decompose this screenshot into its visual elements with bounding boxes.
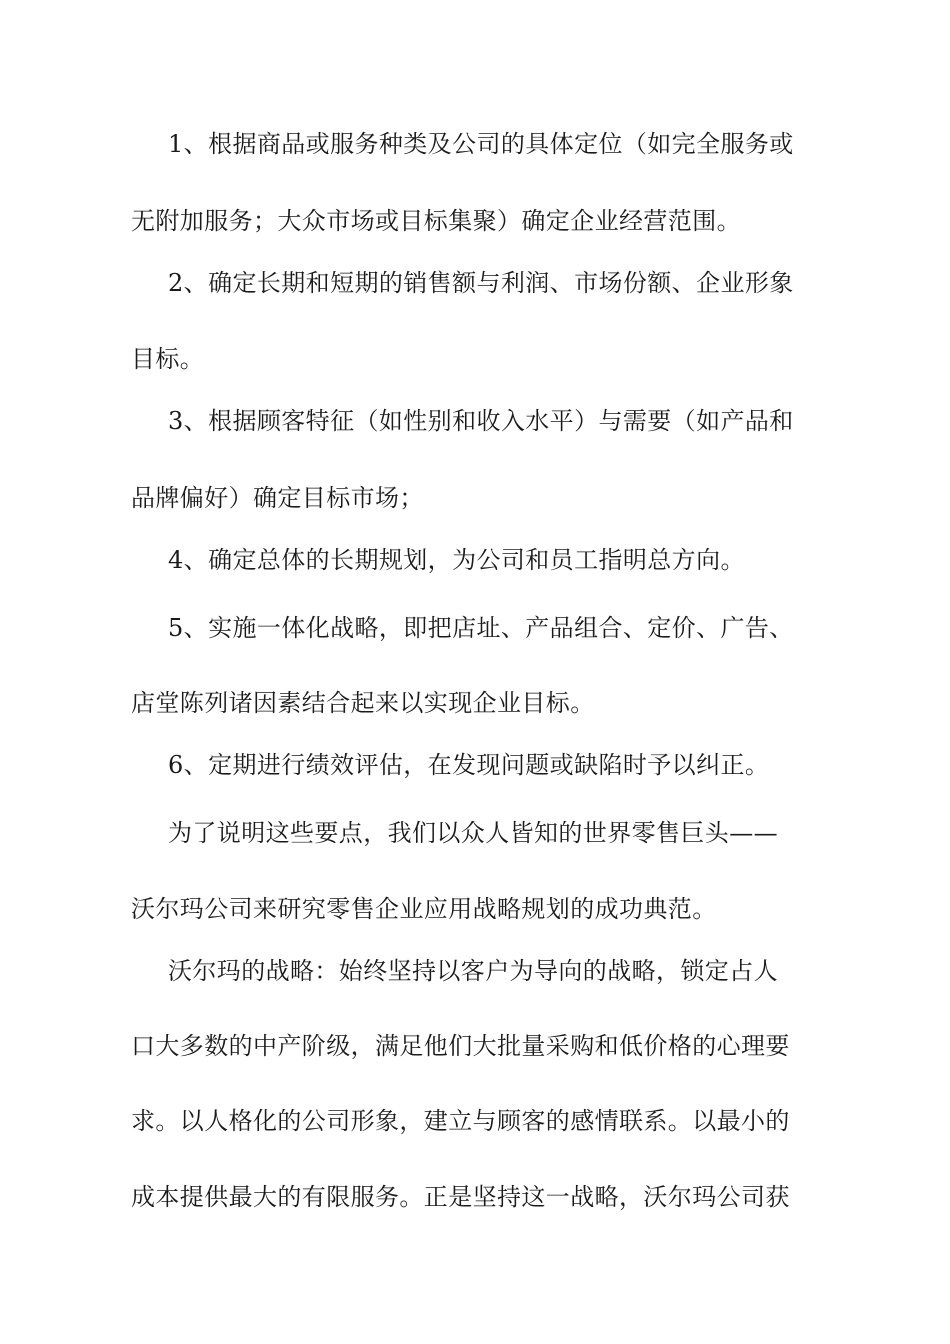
text-line-intro-a: 为了说明这些要点，我们以众人皆知的世界零售巨头——: [168, 819, 778, 847]
text-line-item-3a: 3、根据顾客特征（如性别和收入水平）与需要（如产品和: [168, 407, 794, 435]
text-line-item-5a: 5、实施一体化战略，即把店址、产品组合、定价、广告、: [168, 614, 794, 642]
text-line-strategy-b: 口大多数的中产阶级，满足他们大批量采购和低价格的心理要: [131, 1032, 790, 1060]
text-line-item-1b: 无附加服务；大众市场或目标集聚）确定企业经营范围。: [131, 207, 741, 235]
text-line-item-4: 4、确定总体的长期规划，为公司和员工指明总方向。: [168, 546, 745, 574]
text-line-item-2a: 2、确定长期和短期的销售额与利润、市场份额、企业形象: [168, 269, 794, 297]
text-line-item-3b: 品牌偏好）确定目标市场；: [131, 484, 424, 512]
text-line-strategy-d: 成本提供最大的有限服务。正是坚持这一战略，沃尔玛公司获: [131, 1183, 790, 1211]
text-line-strategy-a: 沃尔玛的战略：始终坚持以客户为导向的战略，锁定占人: [168, 957, 778, 985]
text-line-strategy-c: 求。以人格化的公司形象，建立与顾客的感情联系。以最小的: [131, 1107, 790, 1135]
text-line-item-2b: 目标。: [131, 345, 205, 373]
text-line-item-6: 6、定期进行绩效评估，在发现问题或缺陷时予以纠正。: [168, 751, 770, 779]
text-line-intro-b: 沃尔玛公司来研究零售企业应用战略规划的成功典范。: [131, 895, 717, 923]
text-line-item-5b: 店堂陈列诸因素结合起来以实现企业目标。: [131, 689, 595, 717]
text-line-item-1a: 1、根据商品或服务种类及公司的具体定位（如完全服务或: [168, 130, 794, 158]
